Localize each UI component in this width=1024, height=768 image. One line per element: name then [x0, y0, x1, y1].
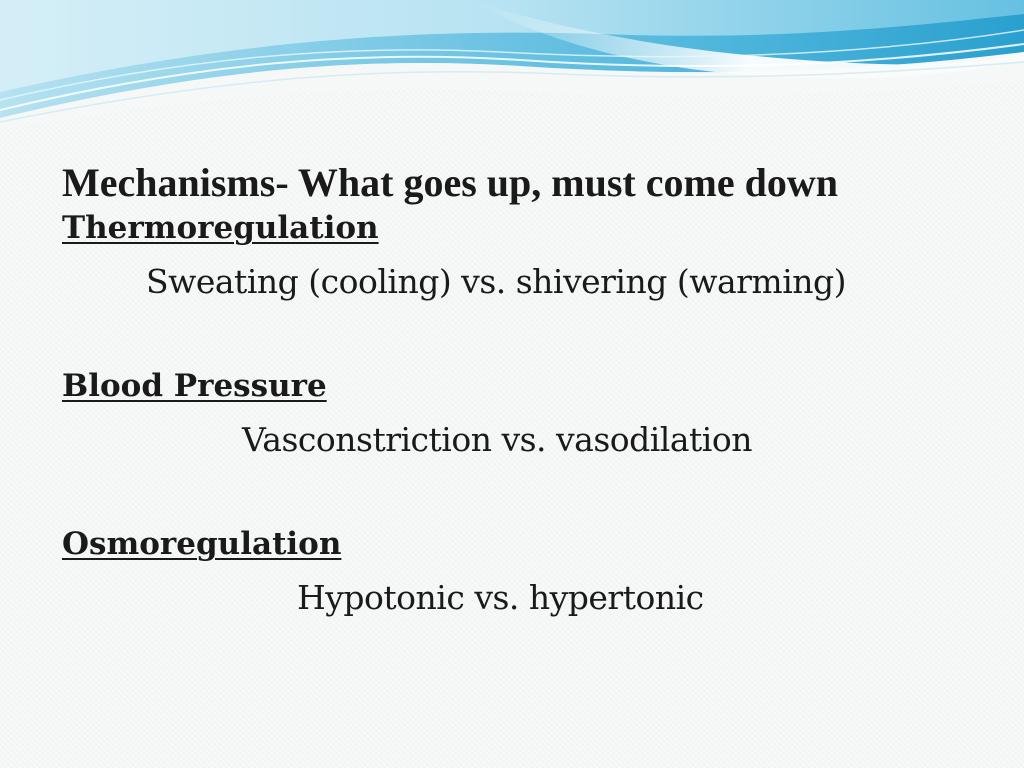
section-heading-osmoregulation: Osmoregulation	[62, 526, 342, 562]
section-detail-blood-pressure: Vasconstriction vs. vasodilation	[242, 420, 752, 459]
section-heading-blood-pressure: Blood Pressure	[62, 368, 327, 404]
section-detail-thermoregulation: Sweating (cooling) vs. shivering (warming)	[146, 262, 847, 301]
slide-title: Mechanisms- What goes up, must come down	[62, 160, 838, 205]
section-detail-osmoregulation: Hypotonic vs. hypertonic	[297, 578, 704, 617]
section-heading-thermoregulation: Thermoregulation	[62, 210, 379, 246]
wave-header-decoration	[0, 0, 1024, 130]
